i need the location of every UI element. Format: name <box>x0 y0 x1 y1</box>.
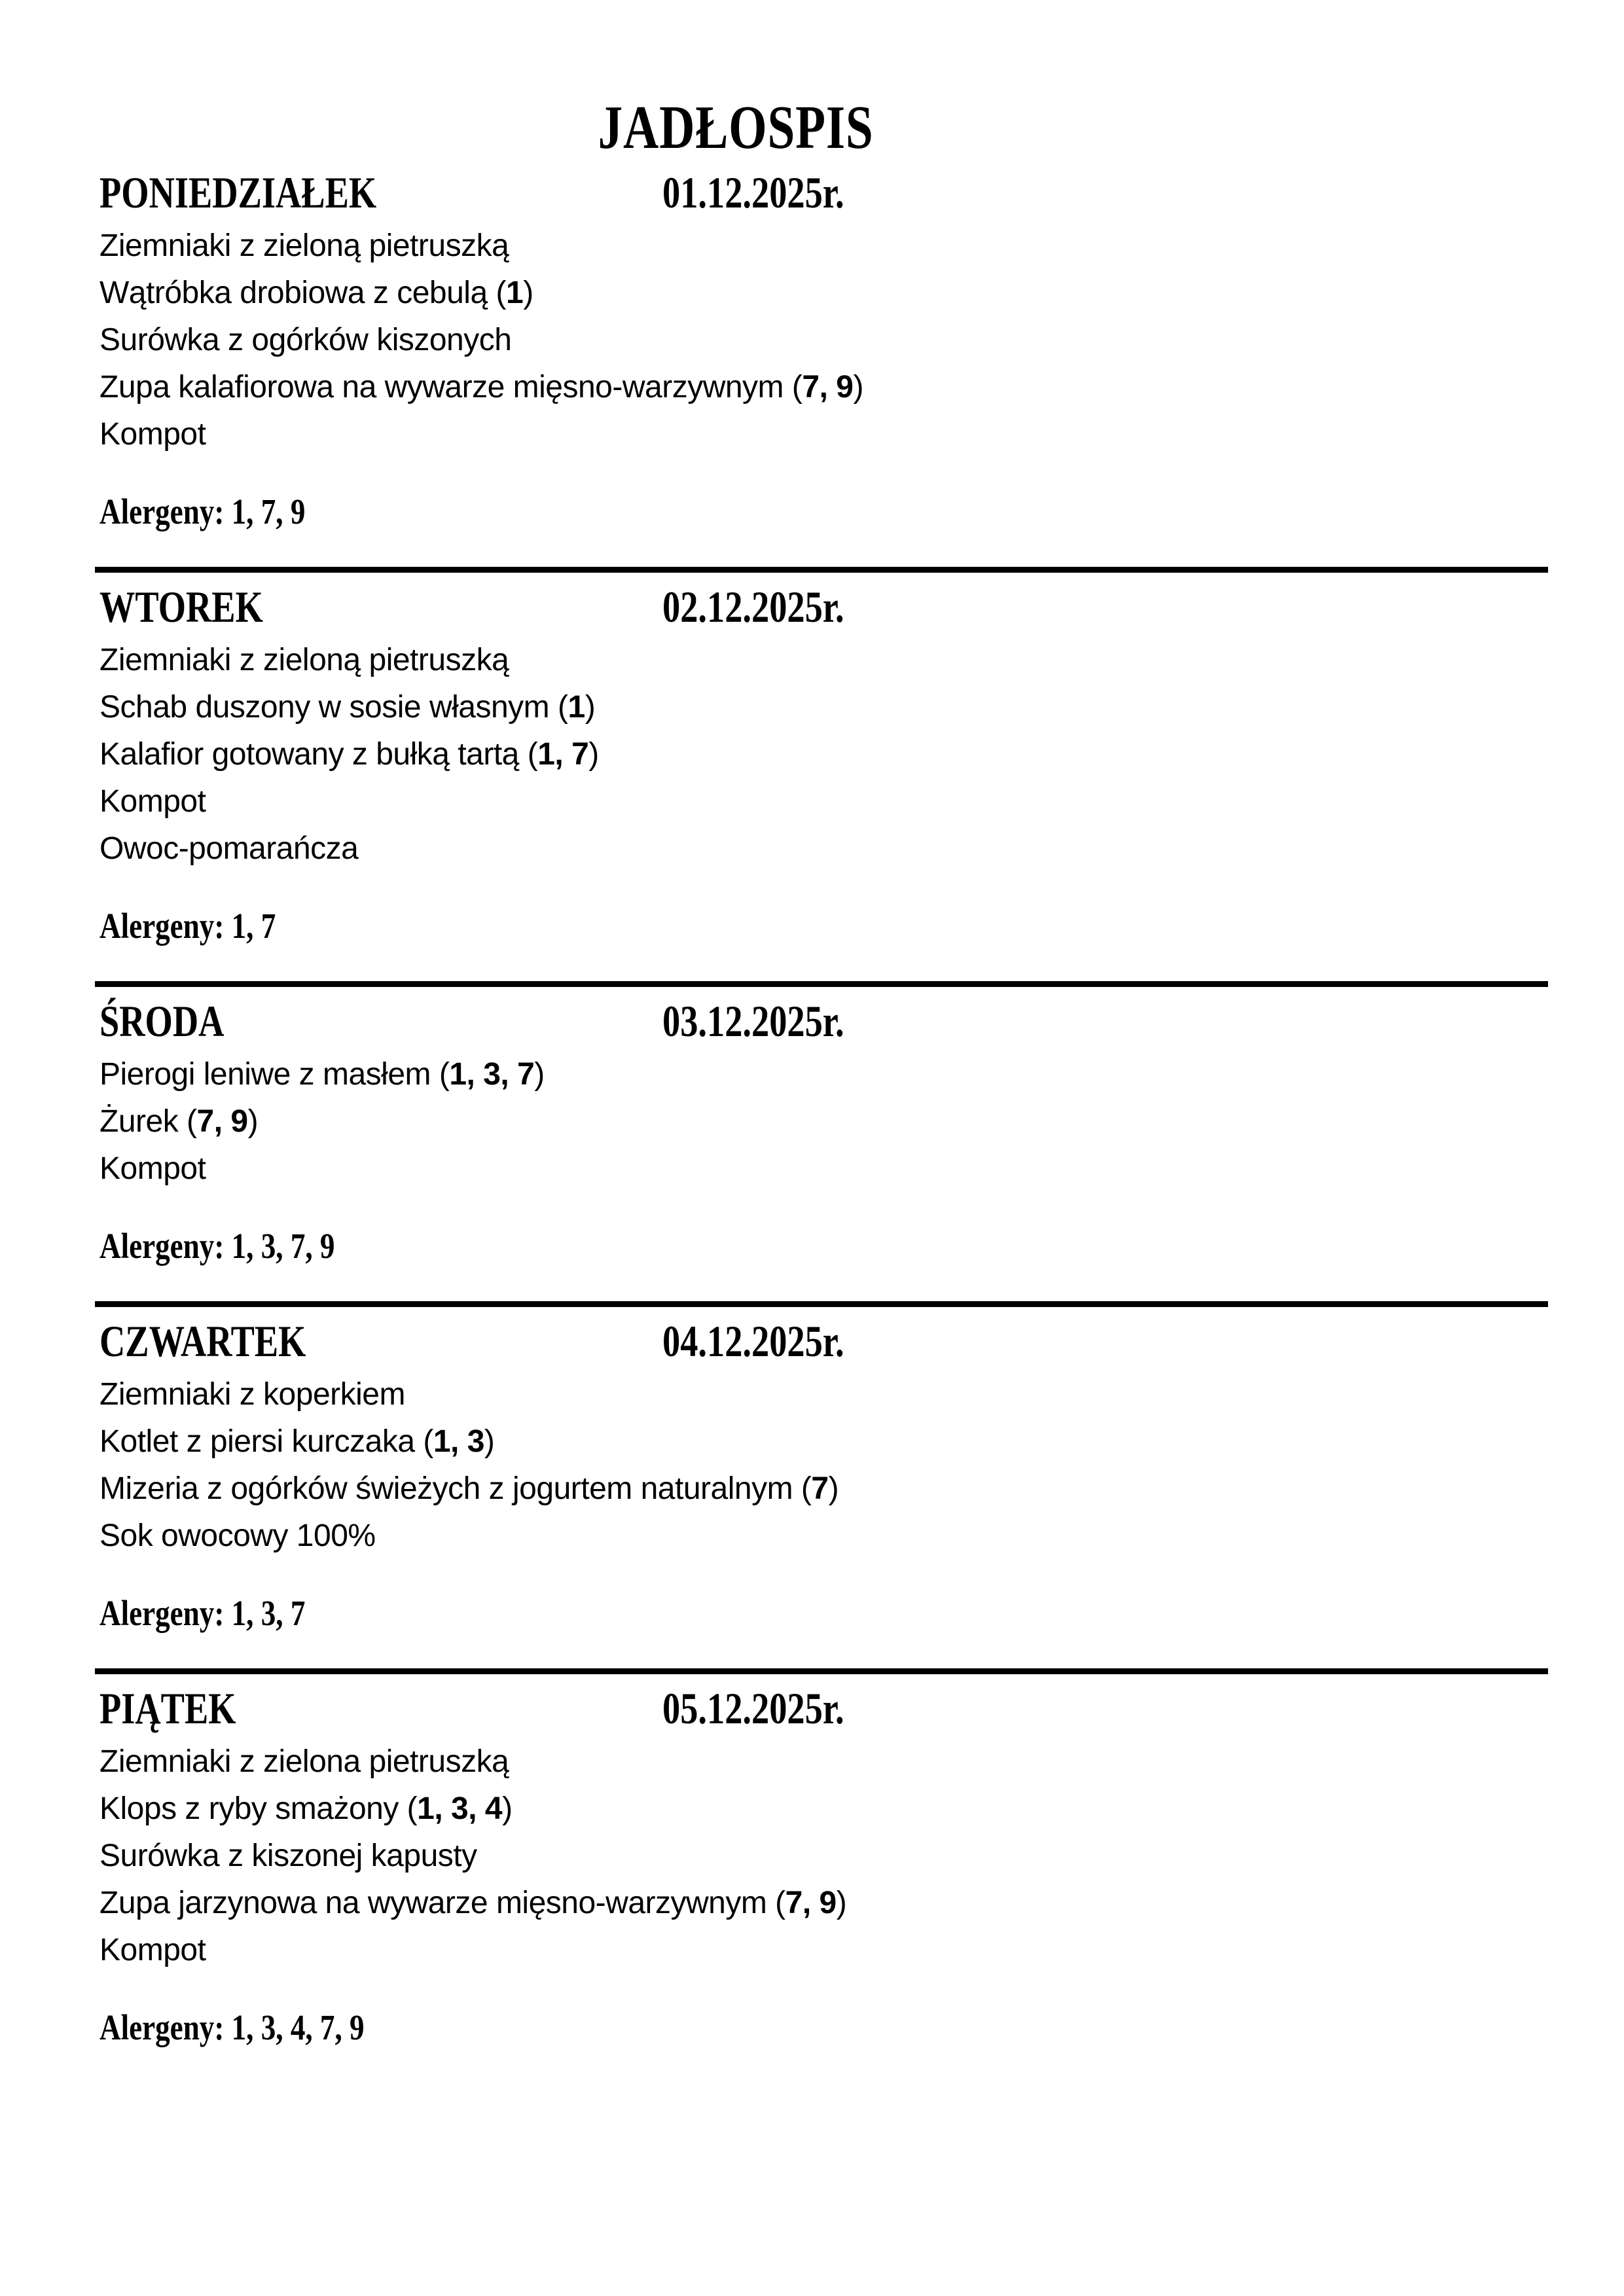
menu-item-text: Kalafior gotowany z bułką tartą <box>99 737 519 772</box>
allergen-numbers: 7 <box>811 1471 829 1506</box>
day-heading-row <box>99 1312 1548 1370</box>
allergens-label: Alergeny: <box>99 906 225 946</box>
menu-item <box>99 1513 1548 1560</box>
menu-item <box>99 411 1548 458</box>
day-heading-row <box>99 164 1548 221</box>
menu-item <box>99 1738 1548 1785</box>
allergens-line <box>99 1223 1548 1270</box>
menu-section <box>99 981 1548 1270</box>
menu-item: Klops z ryby smażony (1, 3, 4) <box>99 1791 513 1826</box>
section-divider <box>95 1301 1548 1307</box>
section-divider <box>95 981 1548 987</box>
menu-item: Wątróbka drobiowa z cebulą (1) <box>99 276 533 310</box>
menu-item-text: Kompot <box>99 784 206 819</box>
allergens-label: Alergeny: <box>99 2007 225 2047</box>
allergens-summary: 1, 7, 9 <box>231 492 306 531</box>
allergen-numbers: 1 <box>505 276 524 310</box>
menu-item <box>99 1145 1548 1193</box>
section-divider <box>95 567 1548 573</box>
menu-item: Zupa kalafiorowa na wywarze mięsno-warzywnym (7, 9) <box>99 370 863 404</box>
allergens-line <box>99 2004 1548 2051</box>
day-heading-row <box>99 992 1548 1050</box>
allergens-label: Alergeny: <box>99 492 225 531</box>
menu-date: 03.12.2025r. <box>662 996 844 1046</box>
menu-item <box>99 223 1548 270</box>
menu-item-list <box>99 637 1548 872</box>
menu-item-list <box>99 1051 1548 1193</box>
allergens-summary: 1, 7 <box>231 906 276 946</box>
allergens-line <box>99 488 1548 535</box>
menu-item-text: Mizeria z ogórków świeżych z jogurtem naturalnym <box>99 1471 793 1506</box>
page-title-row <box>99 94 1373 162</box>
allergen-numbers: 7, 9 <box>196 1104 248 1139</box>
day-name: CZWARTEK <box>99 1316 306 1366</box>
menu-item: Schab duszony w sosie własnym (1) <box>99 690 596 725</box>
menu-item-text: Ziemniaki z koperkiem <box>99 1377 405 1412</box>
menu-item <box>99 778 1548 825</box>
allergen-numbers: 7, 9 <box>785 1886 837 1920</box>
allergens-line-text <box>99 488 305 535</box>
allergen-numbers: 1, 7 <box>537 737 589 772</box>
allergens-summary: 1, 3, 7, 9 <box>231 1226 335 1266</box>
menu-item-text: Kotlet z piersi kurczaka <box>99 1424 415 1459</box>
menu-item: Żurek (7, 9) <box>99 1104 259 1139</box>
menu-section <box>99 1668 1548 2051</box>
menu-item-list <box>99 223 1548 458</box>
allergen-numbers: 1, 3, 4 <box>417 1791 503 1826</box>
allergens-line <box>99 903 1548 950</box>
allergens-label: Alergeny: <box>99 1226 225 1266</box>
menu-item-text: Owoc-pomarańcza <box>99 831 359 866</box>
menu-item-text: Zupa kalafiorowa na wywarze mięsno-warzywnym <box>99 370 784 404</box>
menu-item: Mizeria z ogórków świeżych z jogurtem naturalnym (7) <box>99 1471 839 1506</box>
menu-item <box>99 1927 1548 1974</box>
allergen-numbers: 1, 3 <box>433 1424 484 1459</box>
menu-item <box>99 317 1548 364</box>
allergens-label: Alergeny: <box>99 1593 225 1633</box>
allergens-line-text <box>99 1223 334 1270</box>
day-name: PONIEDZIAŁEK <box>99 168 377 217</box>
menu-item-text: Ziemniaki z zieloną pietruszką <box>99 643 509 677</box>
menu-date: 02.12.2025r. <box>662 582 844 632</box>
menu-item <box>99 637 1548 684</box>
menu-item-text: Sok owocowy 100% <box>99 1518 376 1553</box>
menu-item <box>99 825 1548 872</box>
menu-date: 05.12.2025r. <box>662 1683 844 1733</box>
day-heading-row <box>99 578 1548 636</box>
menu-item-text: Surówka z ogórków kiszonych <box>99 323 512 357</box>
menu-section <box>99 567 1548 950</box>
menu-item-text: Kompot <box>99 1151 206 1186</box>
allergens-line-text <box>99 903 276 950</box>
menu-item-text: Kompot <box>99 1933 206 1967</box>
day-name: PIĄTEK <box>99 1683 236 1733</box>
allergens-line-text <box>99 2004 365 2051</box>
menu-item: Pierogi leniwe z masłem (1, 3, 7) <box>99 1057 545 1092</box>
menu-sections <box>99 164 1548 2051</box>
menu-item-text: Żurek <box>99 1104 179 1139</box>
menu-item-text: Wątróbka drobiowa z cebulą <box>99 276 488 310</box>
menu-item-list <box>99 1738 1548 1974</box>
menu-item-text: Schab duszony w sosie własnym <box>99 690 550 725</box>
day-heading-row <box>99 1679 1548 1737</box>
menu-item-text: Kompot <box>99 417 206 452</box>
allergen-numbers: 1 <box>568 690 585 725</box>
allergens-summary: 1, 3, 4, 7, 9 <box>231 2007 365 2047</box>
menu-item: Zupa jarzynowa na wywarze mięsno-warzywnym (7, 9) <box>99 1886 847 1920</box>
menu-section <box>99 164 1548 535</box>
menu-item <box>99 1371 1548 1418</box>
menu-item-text: Ziemniaki z zieloną pietruszką <box>99 228 509 263</box>
section-divider <box>95 1668 1548 1674</box>
day-name: WTOREK <box>99 582 263 632</box>
menu-date: 01.12.2025r. <box>662 168 844 217</box>
menu-date: 04.12.2025r. <box>662 1316 844 1366</box>
menu-section <box>99 1301 1548 1637</box>
menu-item: Kotlet z piersi kurczaka (1, 3) <box>99 1424 495 1459</box>
menu-item: Kalafior gotowany z bułką tartą (1, 7) <box>99 737 599 772</box>
day-name: ŚRODA <box>99 996 225 1046</box>
allergens-summary: 1, 3, 7 <box>231 1593 306 1633</box>
menu-item <box>99 1833 1548 1880</box>
allergens-line-text <box>99 1590 305 1637</box>
page-title: JADŁOSPIS <box>598 94 874 162</box>
menu-item-text: Zupa jarzynowa na wywarze mięsno-warzywnym <box>99 1886 767 1920</box>
allergen-numbers: 7, 9 <box>802 370 854 404</box>
menu-item-text: Ziemniaki z zielona pietruszką <box>99 1744 509 1779</box>
allergen-numbers: 1, 3, 7 <box>449 1057 535 1092</box>
menu-item-text: Klops z ryby smażony <box>99 1791 399 1826</box>
menu-item-text: Surówka z kiszonej kapusty <box>99 1839 477 1873</box>
allergens-line <box>99 1590 1548 1637</box>
menu-item-list <box>99 1371 1548 1560</box>
menu-item-text: Pierogi leniwe z masłem <box>99 1057 431 1092</box>
